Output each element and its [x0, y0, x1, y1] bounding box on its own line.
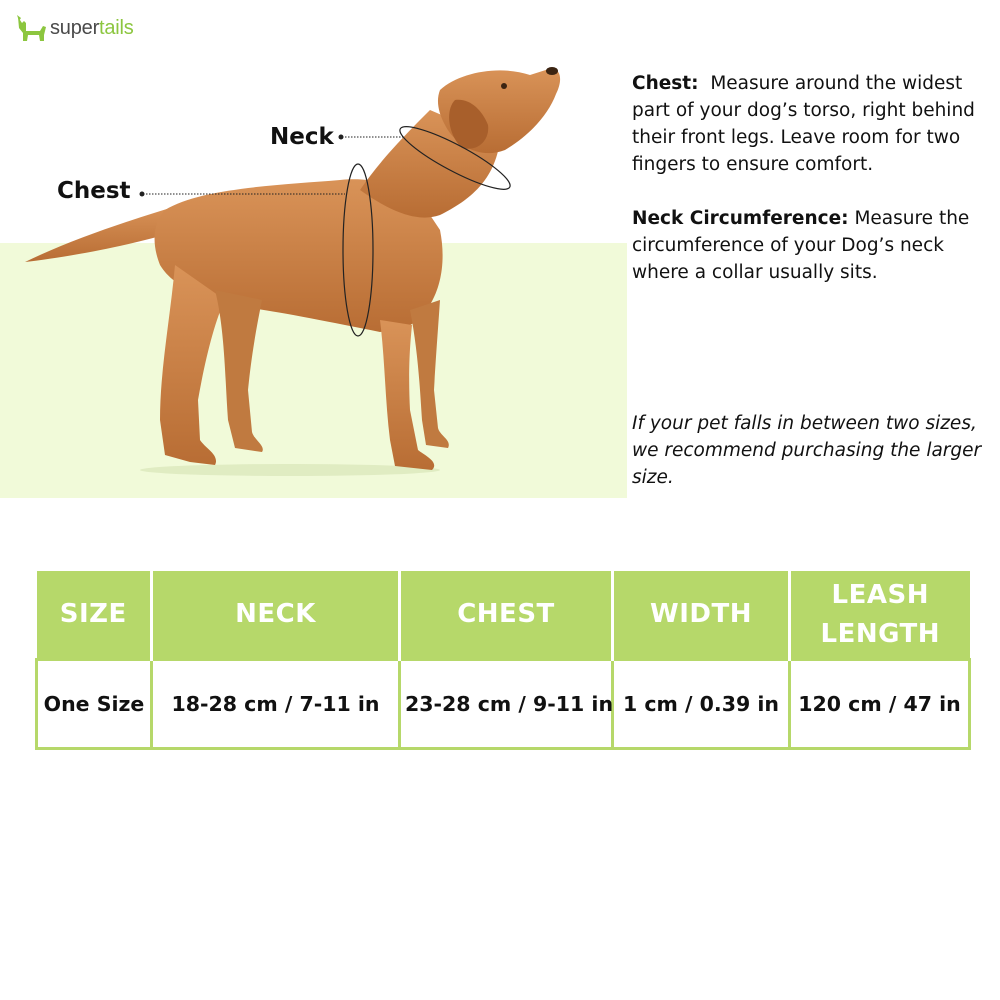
- header-neck: NECK: [152, 571, 400, 660]
- dog-measurement-illustration: [0, 55, 627, 495]
- chest-description-title: Chest:: [632, 73, 699, 94]
- neck-label: Neck: [270, 124, 334, 150]
- dog-back-leg: [160, 265, 225, 465]
- brand-name: [50, 17, 134, 40]
- cell-chest: 23-28 cm / 9-11 in: [400, 660, 613, 749]
- neck-description: [632, 205, 992, 286]
- header-leash-length: LEASH LENGTH: [790, 571, 970, 660]
- table-row: [37, 660, 970, 749]
- neck-description-title: Neck Circumference:: [632, 208, 849, 229]
- neck-description-text: Measure the circumference of your Dog’s neck where a collar usually sits.: [632, 208, 970, 283]
- header-size: SIZE: [37, 571, 152, 660]
- chest-description: [632, 70, 992, 178]
- brand-logo[interactable]: [14, 12, 134, 44]
- cell-neck: 18-28 cm / 7-11 in: [152, 660, 400, 749]
- chest-label: Chest: [57, 178, 131, 204]
- neck-pointer-dot: [339, 135, 344, 140]
- chest-pointer-dot: [140, 192, 145, 197]
- table-header-row: [37, 571, 970, 660]
- dog-back-leg-2: [215, 290, 263, 452]
- dog-eye: [501, 83, 507, 89]
- header-chest: CHEST: [400, 571, 613, 660]
- chest-description-text: Measure around the widest part of your dog’s torso, right behind their front legs. Leave room for two fingers to ensure comfort.: [632, 73, 975, 175]
- cell-leash-length: 120 cm / 47 in: [790, 660, 970, 749]
- size-recommendation-note: If your pet falls in between two sizes, we recommend purchasing the larger size.: [632, 413, 982, 488]
- dog-front-leg-2: [410, 300, 449, 448]
- brand-name-part1: super: [50, 16, 100, 39]
- header-width: WIDTH: [613, 571, 790, 660]
- cell-width: 1 cm / 0.39 in: [613, 660, 790, 749]
- dog-nose: [546, 67, 558, 75]
- dog-logo-icon: [14, 13, 48, 43]
- size-chart-table: [35, 571, 971, 750]
- cell-size: One Size: [37, 660, 152, 749]
- brand-name-part2: tails: [99, 16, 134, 39]
